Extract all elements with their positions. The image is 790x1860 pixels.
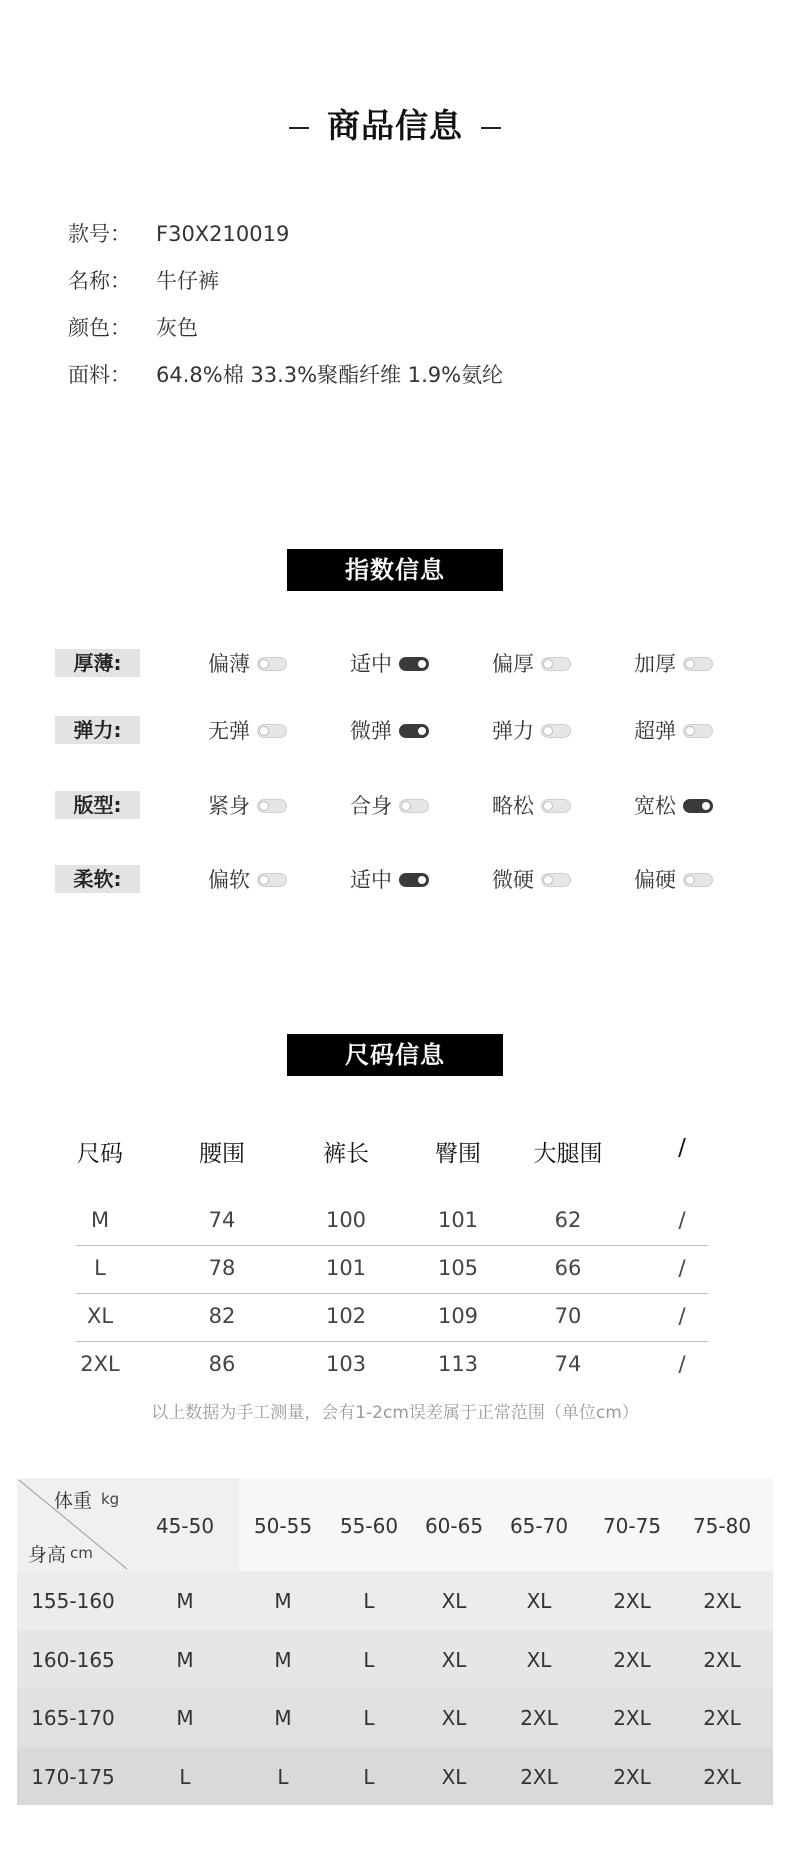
toggle-on-icon — [399, 657, 429, 671]
size-table-cell: 70 — [554, 1304, 582, 1328]
index-option-label: 偏硬 — [634, 868, 676, 892]
size-table-header-cell: 尺码 — [77, 1141, 123, 1167]
recommended-size-cell: L — [363, 1764, 375, 1789]
recommended-size-cell: XL — [441, 1706, 467, 1730]
size-table-cell: 74 — [208, 1208, 236, 1232]
size-table-cell: L — [94, 1256, 106, 1280]
toggle-off-icon — [257, 873, 287, 887]
weight-range-header: 50-55 — [253, 1514, 313, 1538]
index-option — [492, 648, 571, 678]
toggle-off-icon — [683, 657, 713, 671]
recommended-size-cell: XL — [441, 1589, 467, 1613]
index-option-label: 无弹 — [208, 719, 250, 743]
index-option-label: 合身 — [350, 794, 392, 818]
index-option — [492, 715, 571, 745]
height-unit: cm — [70, 1544, 93, 1562]
index-option-label: 弹力 — [492, 719, 534, 743]
info-row-color — [68, 312, 198, 342]
height-range-cell: 160-165 — [31, 1647, 115, 1672]
weight-range-header: 60-65 — [424, 1514, 484, 1538]
recommended-size-cell: XL — [526, 1647, 552, 1672]
toggle-off-icon — [683, 873, 713, 887]
size-table-cell: / — [678, 1256, 686, 1280]
index-option-label: 偏软 — [208, 868, 250, 892]
size-table-cell: 105 — [437, 1256, 479, 1280]
recommended-size-cell: L — [363, 1647, 375, 1672]
index-option-label: 适中 — [350, 652, 392, 676]
recommended-size-cell: L — [277, 1764, 289, 1789]
index-option-label: 加厚 — [634, 652, 676, 676]
size-table-header-cell: 大腿围 — [533, 1141, 603, 1167]
index-option-label: 微弹 — [350, 719, 392, 743]
title-dash-right — [481, 127, 501, 129]
info-value: 64.8%棉 33.3%聚酯纤维 1.9%氨纶 — [156, 363, 504, 387]
info-value: 牛仔裤 — [156, 269, 219, 293]
size-table-cell: 113 — [437, 1352, 479, 1376]
product-info-title — [0, 100, 790, 147]
index-option — [208, 715, 287, 745]
index-option — [208, 648, 287, 678]
toggle-off-icon — [257, 724, 287, 738]
size-table-header-cell: 裤长 — [323, 1141, 369, 1167]
index-option — [492, 864, 571, 894]
recommended-size-cell: 2XL — [703, 1647, 741, 1672]
info-row-style-number — [68, 218, 289, 248]
size-table-cell: 109 — [437, 1304, 479, 1328]
recommended-size-cell: M — [176, 1647, 194, 1672]
size-table-cell: 102 — [325, 1304, 367, 1328]
recommended-size-cell: 2XL — [703, 1764, 741, 1789]
height-range-cell: 155-160 — [31, 1589, 115, 1613]
toggle-off-icon — [257, 799, 287, 813]
index-option-label: 偏薄 — [208, 652, 250, 676]
toggle-off-icon — [541, 873, 571, 887]
toggle-off-icon — [399, 799, 429, 813]
size-table-cell: 101 — [437, 1208, 479, 1232]
index-option-label: 偏厚 — [492, 652, 534, 676]
recommended-size-cell: L — [363, 1706, 375, 1730]
weight-range-header: 70-75 — [602, 1514, 662, 1538]
size-table-cell: 82 — [208, 1304, 236, 1328]
size-table-divider — [76, 1341, 708, 1342]
index-option — [350, 864, 429, 894]
product-info-title-text: 商品信息 — [327, 106, 463, 145]
recommended-size-cell: M — [274, 1589, 292, 1613]
info-value: 灰色 — [156, 316, 198, 340]
recommended-size-cell: L — [363, 1589, 375, 1613]
weight-range-header: 45-50 — [155, 1514, 215, 1538]
size-table-cell: 78 — [208, 1256, 236, 1280]
recommended-size-cell: 2XL — [703, 1589, 741, 1613]
weight-range-header: 75-80 — [692, 1514, 752, 1538]
size-table-divider — [76, 1293, 708, 1294]
toggle-off-icon — [541, 799, 571, 813]
index-option — [492, 790, 571, 820]
size-table-cell: 101 — [325, 1256, 367, 1280]
recommended-size-cell: 2XL — [613, 1589, 651, 1613]
toggle-off-icon — [541, 724, 571, 738]
size-table-cell: 2XL — [80, 1352, 120, 1376]
index-option — [350, 648, 429, 678]
toggle-on-icon — [399, 724, 429, 738]
index-option-label: 略松 — [492, 794, 534, 818]
toggle-off-icon — [683, 724, 713, 738]
info-key: 面料： — [68, 363, 131, 387]
size-table-cell: 62 — [554, 1208, 582, 1232]
recommended-size-cell: 2XL — [703, 1706, 741, 1730]
index-option — [634, 648, 713, 678]
index-option — [350, 790, 429, 820]
size-table-header-cell: / — [678, 1135, 686, 1161]
recommended-size-cell: M — [176, 1589, 194, 1613]
index-option-label: 紧身 — [208, 794, 250, 818]
index-label: 厚薄: — [55, 649, 140, 677]
size-table-cell: XL — [86, 1304, 114, 1328]
recommended-size-cell: 2XL — [613, 1764, 651, 1789]
recommended-size-cell: M — [274, 1647, 292, 1672]
size-table-cell: / — [678, 1304, 686, 1328]
toggle-off-icon — [257, 657, 287, 671]
index-option — [634, 790, 713, 820]
size-table-cell: M — [90, 1208, 110, 1232]
weight-unit: kg — [101, 1490, 120, 1508]
size-table-cell: 66 — [554, 1256, 582, 1280]
height-range-cell: 170-175 — [31, 1764, 115, 1789]
index-label: 弹力: — [55, 716, 140, 744]
index-option-label: 适中 — [350, 868, 392, 892]
index-option-label: 超弹 — [634, 719, 676, 743]
recommended-size-cell: M — [176, 1706, 194, 1730]
index-option-label: 宽松 — [634, 794, 676, 818]
info-value: F30X210019 — [156, 222, 290, 246]
index-option-label: 微硬 — [492, 868, 534, 892]
size-table-cell: 74 — [554, 1352, 582, 1376]
weight-label: 体重 — [54, 1490, 93, 1512]
info-key: 款号： — [68, 222, 131, 246]
recommended-size-cell: XL — [441, 1764, 467, 1789]
recommended-size-cell: 2XL — [520, 1764, 558, 1789]
height-label: 身高 — [28, 1544, 67, 1566]
index-label: 柔软: — [55, 865, 140, 893]
height-range-cell: 165-170 — [31, 1706, 115, 1730]
recommended-size-cell: M — [274, 1706, 292, 1730]
recommended-size-cell: 2XL — [613, 1647, 651, 1672]
measurement-note: 以上数据为手工测量，会有1-2cm误差属于正常范围（单位cm） — [151, 1403, 639, 1423]
toggle-on-icon — [683, 799, 713, 813]
size-info-header: 尺码信息 — [287, 1034, 503, 1076]
size-table-cell: / — [678, 1352, 686, 1376]
recommended-size-cell: 2XL — [613, 1706, 651, 1730]
weight-range-header: 55-60 — [339, 1514, 399, 1538]
toggle-on-icon — [399, 873, 429, 887]
index-option — [350, 715, 429, 745]
info-key: 名称： — [68, 269, 131, 293]
weight-range-header: 65-70 — [509, 1514, 569, 1538]
info-row-fabric — [68, 359, 503, 389]
index-option — [634, 715, 713, 745]
recommended-size-cell: XL — [441, 1647, 467, 1672]
size-table-cell: 103 — [325, 1352, 367, 1376]
size-table-cell: 100 — [325, 1208, 367, 1232]
size-table-header-cell: 臀围 — [435, 1141, 481, 1167]
size-table-divider — [76, 1245, 708, 1246]
info-key: 颜色： — [68, 316, 131, 340]
recommended-size-cell: L — [179, 1764, 191, 1789]
index-option — [634, 864, 713, 894]
recommended-size-cell: XL — [526, 1589, 552, 1613]
toggle-off-icon — [541, 657, 571, 671]
title-dash-left — [289, 127, 309, 129]
index-option — [208, 790, 287, 820]
index-option — [208, 864, 287, 894]
size-table-cell: / — [678, 1208, 686, 1232]
size-table-cell: 86 — [208, 1352, 236, 1376]
recommended-size-cell: 2XL — [520, 1706, 558, 1730]
index-info-header: 指数信息 — [287, 549, 503, 591]
size-table-header-cell: 腰围 — [199, 1141, 245, 1167]
info-row-name — [68, 265, 219, 295]
index-label: 版型: — [55, 791, 140, 819]
